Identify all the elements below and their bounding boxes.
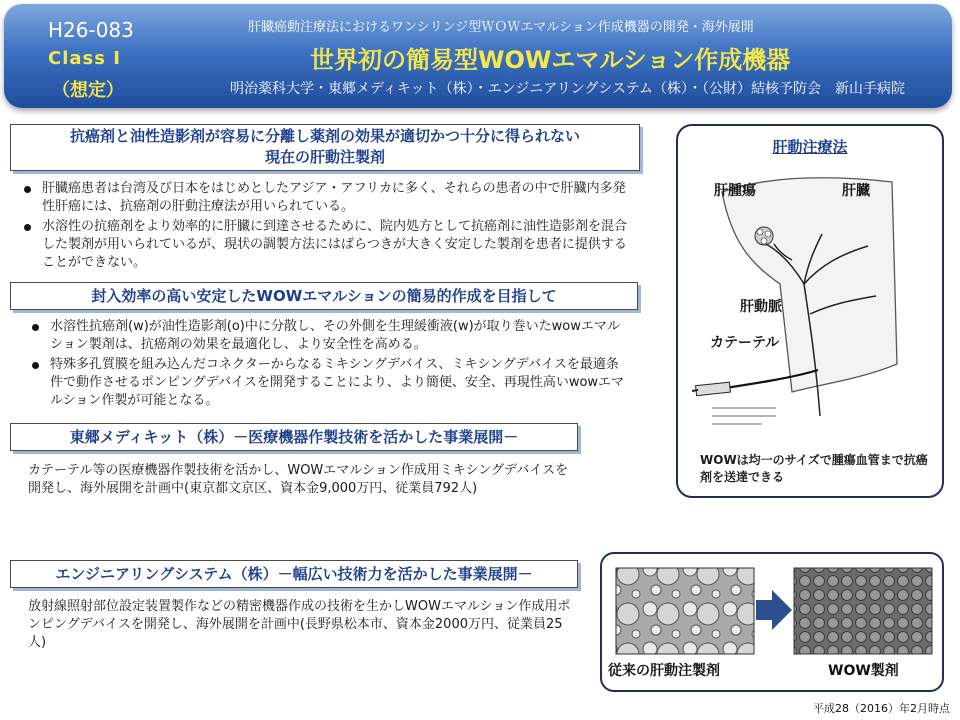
tumor-shape [755, 227, 773, 245]
liver-diagram-illustration [692, 164, 928, 444]
list-item: 特殊多孔質膜を組み込んだコネクターからなるミキシングデバイス、ミキシングデバイスを最適条件で動作させるポンピングデバイスを開発することにより、より簡便、安全、再現性高いwowエマルション作製が可能となる。 [24, 356, 630, 410]
printed-note-lines [712, 408, 776, 424]
list-item: 水溶性の抗癌剤をより効率的に肝臓に到達させるために、院内処方として抗癌剤に油性造影剤を混合した製剤が用いられているが、現状の調製方法にはばらつきが大きく安定した製剤を患者に提供することができない。 [16, 218, 632, 272]
figure-caption: WOWは均一のサイズで腫瘍血管まで抗癌剤を送達できる [700, 453, 928, 484]
emulsion-comparison-panel [600, 552, 944, 692]
list-item: 水溶性抗癌剤(w)が油性造影剤(o)中に分散し、その外側を生理緩衝液(w)が取り巻いたwowエマルション製剤は、抗癌剤の効果を最適化し、より安全性を高める。 [24, 318, 630, 354]
label-catheter: カテーテル [710, 335, 780, 351]
section3-text: カテーテル等の医療機器作製技術を活かし、WOWエマルション作成用ミキシングデバイスを開発し、海外展開を計画中(東京都文京区、資本金9,000万円、従業員792人) [28, 463, 569, 496]
header-banner [4, 4, 952, 108]
bullet-icon [24, 186, 31, 193]
wow-emulsion-image [794, 568, 932, 654]
organizations: 明治薬科大学・東郷メディキット（株）・エンジニアリングシステム（株）・（公財）結核予防会 新山手病院 [230, 81, 906, 97]
comparison-images [602, 560, 938, 660]
figure-title: 肝動注療法 [772, 138, 848, 156]
section3-heading: 東郷メディキット（株）－医療機器作製技術を活かした事業展開－ [10, 423, 578, 451]
class-note: （想定） [52, 80, 124, 101]
list-item: 肝臓癌患者は台湾及び日本をはじめとしたアジア・アフリカに多く、それらの患者の中で肝臓内多発性肝癌には、抗癌剤の肝動注療法が用いられている。 [16, 180, 632, 216]
section1-heading-line2: 現在の肝動注製剤 [264, 148, 385, 166]
conventional-emulsion-image [616, 568, 754, 654]
hepatic-infusion-figure [676, 124, 944, 498]
label-liver: 肝臓 [842, 183, 870, 199]
section1-heading [10, 124, 640, 171]
section4-text: 放射線照射部位設定装置製作などの精密機器作成の技術を生かしWOWエマルション作成用ポンピングデバイスを開発し、海外展開を計画中(長野県松本市、資本金2000万円、従業員25人) [28, 599, 571, 650]
label-conventional: 従来の肝動注製剤 [608, 663, 720, 679]
project-title: 世界初の簡易型WOWエマルション作成機器 [310, 46, 791, 74]
section2-bullets [24, 318, 630, 412]
label-wow: WOW製剤 [828, 663, 899, 679]
liver-outline [722, 178, 897, 392]
arrow-right-icon [756, 590, 792, 630]
section4-heading: エンジニアリングシステム（株）－幅広い技術力を活かした事業展開－ [10, 560, 578, 588]
project-subtitle: 肝臓癌動注療法におけるワンシリンジ型ＷＯＷエマルション作成機器の開発・海外展開 [248, 20, 754, 35]
bullet-icon [24, 224, 31, 231]
label-artery: 肝動脈 [740, 299, 782, 315]
date-footnote: 平成28（2016）年2月時点 [813, 702, 950, 715]
syringe-icon [692, 382, 730, 395]
bullet-icon [32, 324, 39, 331]
class-label: Class Ⅰ [48, 48, 121, 69]
section2-heading: 封入効率の高い安定したWOWエマルションの簡易的作成を目指して [10, 282, 638, 310]
bullet-icon [32, 362, 39, 369]
section1-bullets [16, 180, 632, 274]
project-id: H26-083 [48, 18, 134, 42]
label-tumor: 肝腫瘍 [714, 183, 756, 199]
section1-heading-line1: 抗癌剤と油性造影剤が容易に分離し薬剤の効果が適切かつ十分に得られない [69, 127, 580, 145]
